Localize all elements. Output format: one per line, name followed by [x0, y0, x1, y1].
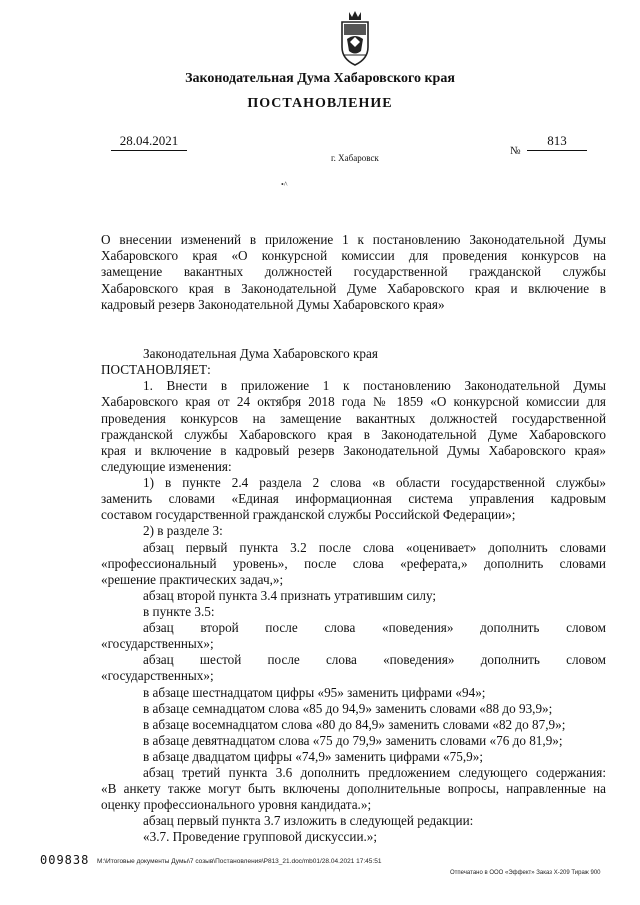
- title-line: замещение вакантных должностей государственной гражданской службы: [101, 264, 606, 279]
- body-line: края и включение в кадровый резерв Законодательной Думы Хабаровского края»: [101, 443, 606, 458]
- document-number: 813: [527, 133, 587, 151]
- body-line: Хабаровского края от 24 октября 2018 года № 1859 «О конкурсной комиссии для: [101, 394, 606, 409]
- scan-mark: •^: [281, 180, 288, 189]
- body-line: в абзаце двадцатом цифры «74,9» заменить цифрами «75,9»;: [143, 749, 483, 764]
- body-line: «профессиональный уровень», после слова «реферата,» дополнить словами: [101, 556, 606, 571]
- body-line: абзац шестой после слова «поведения» дополнить словом: [143, 652, 606, 667]
- body-line: составом государственной гражданской службы Российской Федерации»;: [101, 507, 516, 522]
- title-line: О внесении изменений в приложение 1 к постановлению Законодательной Думы: [101, 232, 606, 247]
- body-line: «В анкету также могут быть включены дополнительные вопросы, направленные на: [101, 781, 606, 796]
- body-line: абзац третий пункта 3.6 дополнить предложением следующего содержания:: [143, 765, 606, 780]
- body-line: абзац второй пункта 3.4 признать утратившим силу;: [143, 588, 437, 603]
- body-line: в абзаце семнадцатом слова «85 до 94,9» заменить словами «88 до 93,9»;: [143, 701, 553, 716]
- body-line: 2) в разделе 3:: [143, 523, 223, 538]
- body-line: 1) в пункте 2.4 раздела 2 слова «в области государственной службы»: [143, 475, 606, 490]
- file-path: M:\Итоговые документы Думы\7 созыв\Постановления\P813_21.doc/mb01/28.04.2021 17:45:51: [97, 858, 382, 865]
- body-line: «государственных»;: [101, 668, 214, 683]
- body-line: «3.7. Проведение групповой дискуссии.»;: [143, 829, 378, 844]
- body-line: в абзаце девятнадцатом слова «75 до 79,9» заменить словами «76 до 81,9»;: [143, 733, 563, 748]
- body-line: заменить словами «Единая информационная система управления кадровым: [101, 491, 606, 506]
- body-line: гражданской службы Хабаровского края в Законодательной Думе Хабаровского: [101, 427, 606, 442]
- body-line: в пункте 3.5:: [143, 604, 215, 619]
- title-line: Хабаровского края «О конкурсной комиссии для проведения конкурсов на: [101, 248, 606, 263]
- body-line: абзац первый пункта 3.7 изложить в следующей редакции:: [143, 813, 474, 828]
- document-type: ПОСТАНОВЛЕНИЕ: [247, 96, 393, 111]
- body-line: ПОСТАНОВЛЯЕТ:: [101, 362, 211, 377]
- number-label: №: [510, 145, 521, 157]
- title-line: Хабаровского края в Законодательной Думе Хабаровского края и включение в: [101, 281, 606, 296]
- document-date: 28.04.2021: [111, 133, 187, 151]
- serial-stamp: 009838: [40, 853, 90, 867]
- body-line: оценку профессионального уровня кандидата.»;: [101, 797, 372, 812]
- body-line: в абзаце шестнадцатом цифры «95» заменить цифрами «94»;: [143, 685, 486, 700]
- print-info: Отпечатано в ООО «Эффект» Заказ X-209 Тираж 900: [450, 870, 601, 876]
- body-line: в абзаце восемнадцатом слова «80 до 84,9» заменить словами «82 до 87,9»;: [143, 717, 566, 732]
- body-line: 1. Внести в приложение 1 к постановлению Законодательной Думы: [143, 378, 606, 393]
- body-line: Законодательная Дума Хабаровского края: [143, 346, 378, 361]
- body-line: проведения конкурсов на замещение вакантных должностей государственной: [101, 411, 606, 426]
- body-line: следующие изменения:: [101, 459, 232, 474]
- coat-of-arms-icon: [337, 9, 373, 67]
- organization-name: Законодательная Дума Хабаровского края: [185, 71, 455, 86]
- body-line: абзац первый пункта 3.2 после слова «оценивает» дополнить словами: [143, 540, 606, 555]
- city: г. Хабаровск: [331, 153, 379, 163]
- body-line: «государственных»;: [101, 636, 214, 651]
- body-line: абзац второй после слова «поведения» дополнить словом: [143, 620, 606, 635]
- body-line: «решение практических задач,»;: [101, 572, 284, 587]
- title-line: кадровый резерв Законодательной Думы Хабаровского края»: [101, 297, 445, 312]
